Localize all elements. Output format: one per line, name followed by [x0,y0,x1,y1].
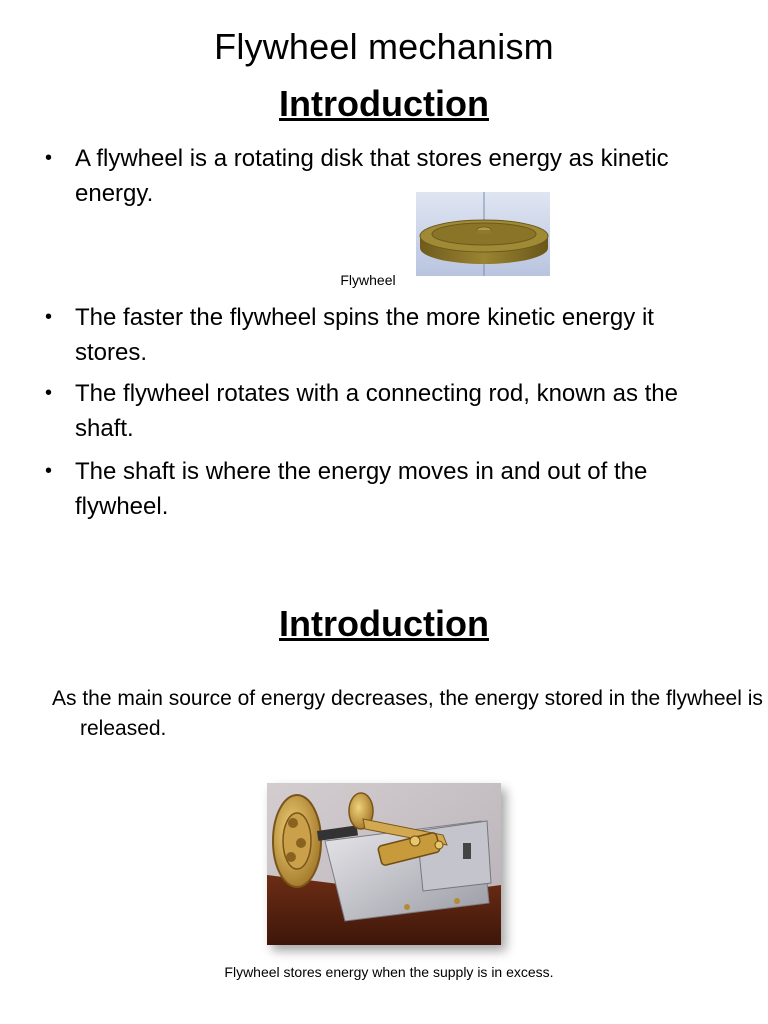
flywheel-image [416,192,550,276]
bullet-text: A flywheel is a rotating disk that stores energy as kinetic energy. [75,145,669,207]
bullet-text: The shaft is where the energy moves in and out of the flywheel. [75,458,648,520]
bullet-icon: • [45,460,53,482]
flywheel-icon [416,192,550,276]
section-heading-introduction-2: Introduction [279,603,489,644]
bullet-item [45,141,715,211]
section-heading-introduction: Introduction [279,83,489,124]
bullet-item [45,454,715,524]
bullet-icon: • [45,382,53,404]
page-title: Flywheel mechanism [214,26,554,67]
bullet-item [45,300,715,370]
bullet-text: The faster the flywheel spins the more kinetic energy it stores. [75,304,654,366]
figure-caption: Flywheel [340,272,396,288]
bullet-icon: • [45,147,53,169]
engine-photo [267,783,501,945]
bullet-item [45,376,715,446]
bullet-text: The flywheel rotates with a connecting rod, known as the shaft. [75,380,678,442]
figure-caption-2: Flywheel stores energy when the supply is in excess. [224,964,554,980]
steam-engine-icon [267,783,501,945]
bullet-icon: • [45,306,53,328]
body-paragraph: As the main source of energy decreases, the energy stored in the flywheel is released. [52,687,763,740]
